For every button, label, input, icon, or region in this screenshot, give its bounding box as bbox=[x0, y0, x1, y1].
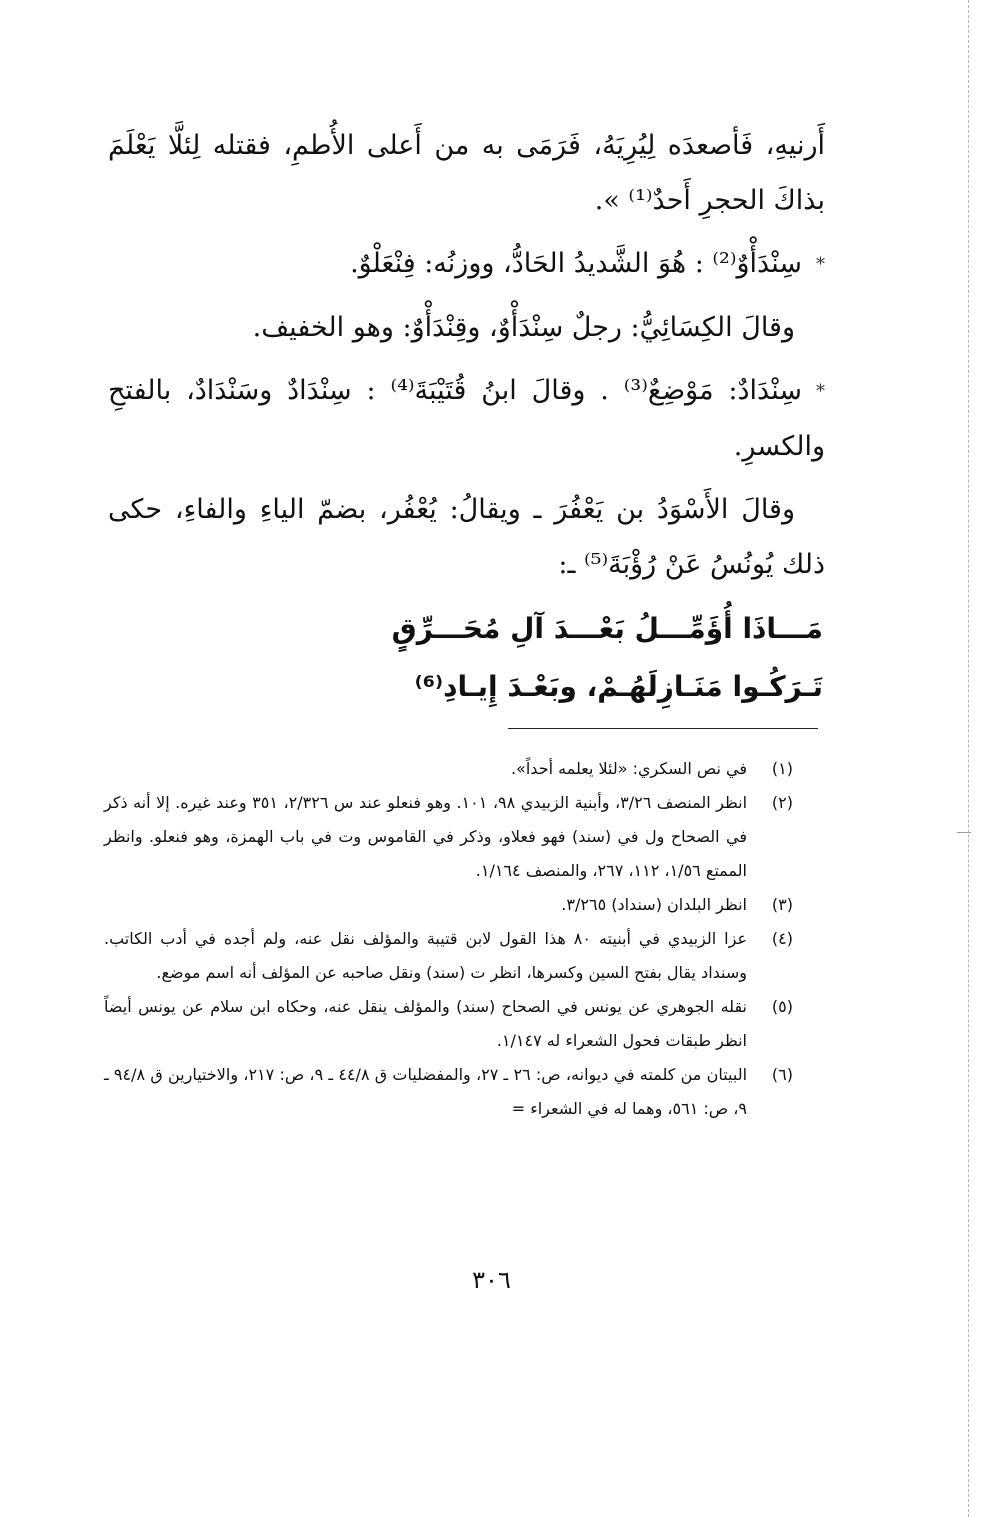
footnote-text: عزا الزبيدي في أبنيته ٨٠ هذا القول لابن قتيبة والمؤلف نقل عنه، ولم أجده في أدب الكاتب. وسنداد يقال بفتح السين وكسرها، انظر ت (سند) ونقل صاحبه عن المؤلف أنه اسم موضع. bbox=[104, 929, 747, 982]
paragraph-aswad: وقالَ الأَسْوَدُ بن يَعْفُرَ ـ ويقالُ: يُعْفُر، بضمّ الياءِ والفاءِ، حكى ذلك يُونُسُ عَنْ رُؤْبَةَ⁽⁵⁾ ـ: bbox=[108, 494, 825, 580]
footnote-number: (١) bbox=[771, 759, 793, 778]
footnote-text: في نص السكري: «لئلا يعلمه أحداً». bbox=[510, 759, 747, 778]
verse-line-1: مَـــاذَا أُؤَمِّـــلُ بَعْـــدَ آلِ مُحَـــرِّقٍ bbox=[391, 612, 823, 645]
footnote bbox=[104, 786, 793, 888]
footnote bbox=[104, 888, 793, 922]
entry-sindaw: *سِنْدَأْوٌ⁽²⁾ : هُوَ الشَّديدُ الحَادُّ، ووزنُه: فِنْعَلْوٌ. bbox=[350, 248, 825, 279]
entry-star-icon: * bbox=[816, 254, 825, 275]
footnote-number: (٤) bbox=[771, 929, 793, 948]
page-number: ٣٠٦ bbox=[472, 1266, 511, 1294]
footnote bbox=[104, 752, 793, 786]
footnote-text: نقله الجوهري عن يونس في الصحاح (سند) والمؤلف ينقل عنه، وحكاه ابن سلام عن يونس أيضاً انظر طبقات فحول الشعراء له ١/١٤٧. bbox=[104, 997, 747, 1050]
footnote bbox=[104, 1058, 793, 1126]
footnote-number: (٦) bbox=[771, 1065, 793, 1084]
footnote bbox=[104, 922, 793, 990]
verse-line-2: تَـرَكُـوا مَنَـازِلَهُـمْ، وبَعْـدَ إِيـادِ⁽⁶⁾ bbox=[414, 670, 823, 703]
footnote-text: انظر البلدان (سنداد) ٣/٢٦٥. bbox=[561, 895, 747, 914]
footnote-number: (٥) bbox=[771, 997, 793, 1016]
main-text bbox=[108, 118, 825, 716]
footnote bbox=[104, 990, 793, 1058]
entry-sindad: *سِنْدَادٌ: مَوْضِعٌ⁽³⁾ . وقالَ ابنُ قُتَيْبَةَ⁽⁴⁾ : سِنْدَادٌ وسَنْدَادٌ، بالفتحِ والكسرِ. bbox=[108, 375, 825, 462]
footnote-text: انظر المنصف ٣/٢٦، وأبنية الزبيدي ٩٨، ١٠١. وهو فنعلو عند س ٢/٣٢٦، ٣٥١ وعند غيره. إلا أنه ذكر في الصحاح ول في (سند) فهو فعلاو، وذكر في القاموس وت في باب الهمزة، وهو فنعلو. وانظر الممتع ١/٥٦، ١١٢، ٢٦٧، والمنصف ١/١٦٤. bbox=[104, 793, 748, 880]
paragraph-1: أَرنيهِ، فَأصعدَه لِيُرِيَهُ، فَرَمَى به من أَعلى الأُطمِ، فقتله لِئلَّا يَعْلَمَ بذاكَ الحجرِ أَحدٌ⁽¹⁾ ». bbox=[108, 130, 825, 216]
footnotes bbox=[104, 752, 793, 1126]
footnote-text: البيتان من كلمته في ديوانه، ص: ٢٦ ـ ٢٧، والمفضليات ق ٤٤/٨ ـ ٩، ص: ٢١٧، والاختيارين ق ٩٤/٨ ـ ٩، ص: ٥٦١، وهما له في الشعراء = bbox=[104, 1065, 748, 1118]
paragraph-kisai: وقالَ الكِسَائِيُّ: رجلٌ سِنْدَأْوٌ، وقِنْدَأْوٌ: وهو الخفيف. bbox=[252, 312, 795, 343]
footnote-separator bbox=[508, 728, 818, 729]
page-edge-tick bbox=[957, 832, 971, 833]
entry-star-icon: * bbox=[816, 381, 825, 402]
footnote-number: (٣) bbox=[771, 895, 793, 914]
footnote-number: (٢) bbox=[771, 793, 793, 812]
poem-verse bbox=[108, 600, 825, 716]
